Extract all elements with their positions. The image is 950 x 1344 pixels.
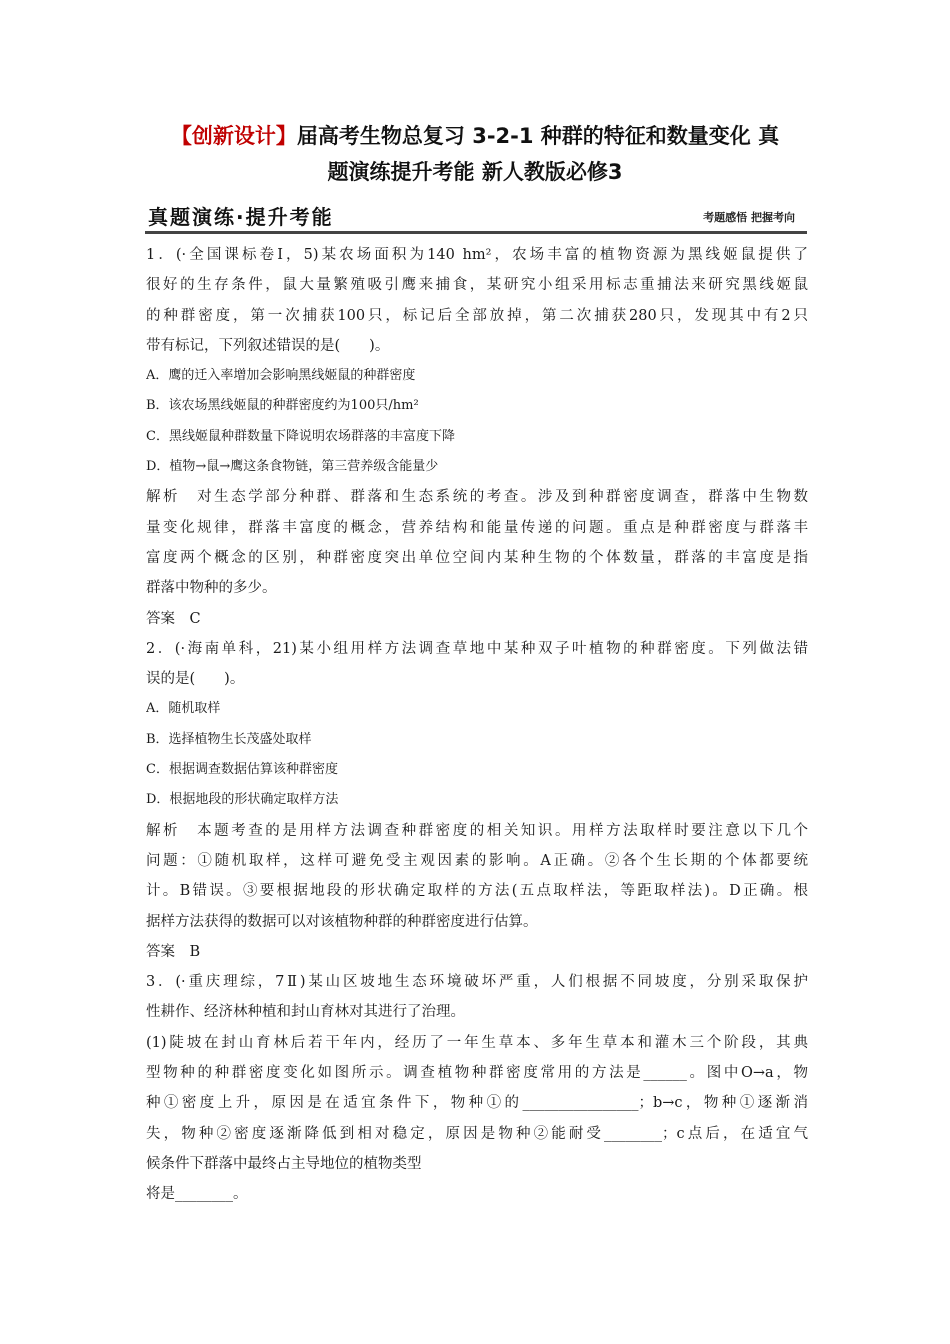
text-line: 的种群密度，第一次捕获100只，标记后全部放掉，第二次捕获280只，发现其中有2只 bbox=[146, 307, 808, 324]
option-d: D．根据地段的形状确定取样方法 bbox=[146, 792, 339, 808]
text-line: 很好的生存条件，鼠大量繁殖吸引鹰来捕食，某研究小组采用标志重捕法来研究黑线姬鼠 bbox=[146, 277, 808, 294]
analysis-line: 据样方法获得的数据可以对该植物种群的种群密度进行估算。 bbox=[146, 913, 538, 930]
analysis-line: 问题：①随机取样，这样可避免受主观因素的影响。A正确。②各个生长期的个体都要统 bbox=[146, 852, 808, 869]
text-line: 失，物种②密度逐渐降低到相对稳定，原因是物种②能耐受________；c点后，在适宜气 bbox=[146, 1125, 808, 1142]
answer-line: 答案 C bbox=[146, 610, 201, 627]
title-line-1 bbox=[110, 118, 840, 154]
title-bracket: 【创新设计】 bbox=[170, 124, 297, 148]
text-line: 1．(·全国课标卷Ⅰ，5)某农场面积为140 hm²，农场丰富的植物资源为黑线姬鼠提供了 bbox=[146, 247, 808, 263]
analysis-line: 解析 本题考查的是用样方法调查种群密度的相关知识。用样方法取样时要注意以下几个 bbox=[146, 822, 808, 839]
banner-heading: 真题演练·提升考能 bbox=[148, 205, 334, 229]
analysis-line: 计。B错误。③要根据地段的形状确定取样的方法(五点取样法，等距取样法)。D正确。根 bbox=[146, 883, 808, 900]
title-line-2: 题演练提升考能 新人教版必修3 bbox=[327, 160, 623, 184]
text-line: 2．(·海南单科，21)某小组用样方法调查草地中某种双子叶植物的种群密度。下列做法错 bbox=[146, 640, 808, 657]
document-body bbox=[146, 240, 808, 1210]
option-b: B．选择植物生长茂盛处取样 bbox=[146, 731, 312, 747]
analysis-line: 量变化规律，群落丰富度的概念，营养结构和能量传递的问题。重点是种群密度与群落丰 bbox=[146, 519, 808, 536]
text-line: 3．(·重庆理综，7Ⅱ)某山区坡地生态环境破坏严重，人们根据不同坡度，分别采取保护 bbox=[146, 974, 808, 991]
analysis-line: 解析 对生态学部分种群、群落和生态系统的考查。涉及到种群密度调查，群落中生物数 bbox=[146, 489, 808, 506]
text-line: 性耕作、经济林种植和封山育林对其进行了治理。 bbox=[146, 1004, 465, 1021]
option-c: C．黑线姬鼠种群数量下降说明农场群落的丰富度下降 bbox=[146, 428, 455, 444]
text-line: 将是________。 bbox=[146, 1186, 248, 1203]
title-line-1-text: 届高考生物总复习 3-2-1 种群的特征和数量变化 真 bbox=[296, 124, 780, 148]
banner-subheading: 考题感悟 把握考向 bbox=[703, 211, 795, 224]
option-a: A．鹰的迁入率增加会影响黑线姬鼠的种群密度 bbox=[146, 368, 416, 384]
text-line: 种①密度上升，原因是在适宜条件下，物种①的________________；b→c，物种①逐渐消 bbox=[146, 1095, 808, 1112]
analysis-line: 群落中物种的多少。 bbox=[146, 580, 277, 597]
text-line: 候条件下群落中最终占主导地位的植物类型 bbox=[146, 1155, 422, 1172]
text-line: 型物种的种群密度变化如图所示。调查植物种群密度常用的方法是______。图中O→a，物 bbox=[146, 1065, 808, 1082]
answer-line: 答案 B bbox=[146, 943, 201, 960]
option-a: A．随机取样 bbox=[146, 701, 221, 717]
text-line: (1)陡坡在封山育林后若干年内，经历了一年生草本、多年生草本和灌木三个阶段，其典 bbox=[146, 1034, 808, 1051]
option-b: B．该农场黑线姬鼠的种群密度约为100只/hm² bbox=[146, 398, 419, 414]
document-title bbox=[110, 118, 840, 190]
section-banner bbox=[145, 199, 807, 234]
text-line: 带有标记，下列叙述错误的是( )。 bbox=[146, 337, 390, 354]
option-c: C．根据调查数据估算该种群密度 bbox=[146, 762, 338, 778]
text-line: 误的是( )。 bbox=[146, 671, 245, 688]
analysis-line: 富度两个概念的区别，种群密度突出单位空间内某种生物的个体数量，群落的丰富度是指 bbox=[146, 549, 808, 566]
option-d: D．植物→鼠→鹰这条食物链，第三营养级含能量少 bbox=[146, 459, 439, 475]
